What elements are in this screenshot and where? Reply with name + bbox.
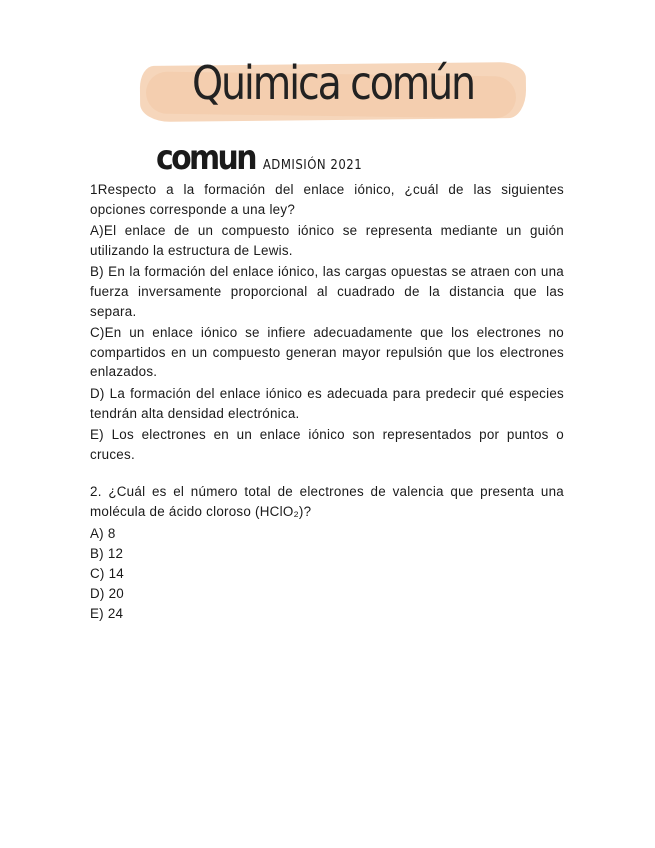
question-1-option-b: B) En la formación del enlace iónico, las cargas opuestas se atraen con una fuerza inversamente proporcional al cuadrado de la distancia que las separa. <box>90 264 564 319</box>
question-1-option-d: D) La formación del enlace iónico es adecuada para predecir qué especies tendrán alta densidad electrónica. <box>90 385 564 421</box>
document-body <box>90 180 564 624</box>
title-banner <box>140 56 526 120</box>
question-2-option-b: B) 12 <box>90 545 124 561</box>
question-1-option-a: A)El enlace de un compuesto iónico se representa mediante un guión utilizando la estructura de Lewis. <box>90 223 564 258</box>
question-1-stem: 1Respecto a la formación del enlace iónico, ¿cuál de las siguientes opciones corresponde a una ley? <box>90 182 564 217</box>
question-2-option-d: D) 20 <box>90 585 124 601</box>
subtitle <box>156 138 362 178</box>
question-2-option-a: A) 8 <box>90 525 116 541</box>
question-2-stem: 2. ¿Cuál es el número total de electrones de valencia que presenta una molécula de ácido cloroso (HClO₂)? <box>90 484 564 519</box>
subtitle-small: ADMISIÓN 2021 <box>262 158 363 173</box>
subtitle-main: comun <box>156 138 255 178</box>
question-1-option-e: E) Los electrones en un enlace iónico son representados por puntos o cruces. <box>90 427 564 462</box>
question-1-option-c: C)En un enlace iónico se infiere adecuadamente que los electrones no compartidos en un compuesto generan mayor repulsión que los electrones enlazados. <box>90 325 564 380</box>
question-2-option-e: E) 24 <box>90 605 124 621</box>
question-2-option-c: C) 14 <box>90 565 124 581</box>
page-title: Quimica común <box>192 56 474 110</box>
